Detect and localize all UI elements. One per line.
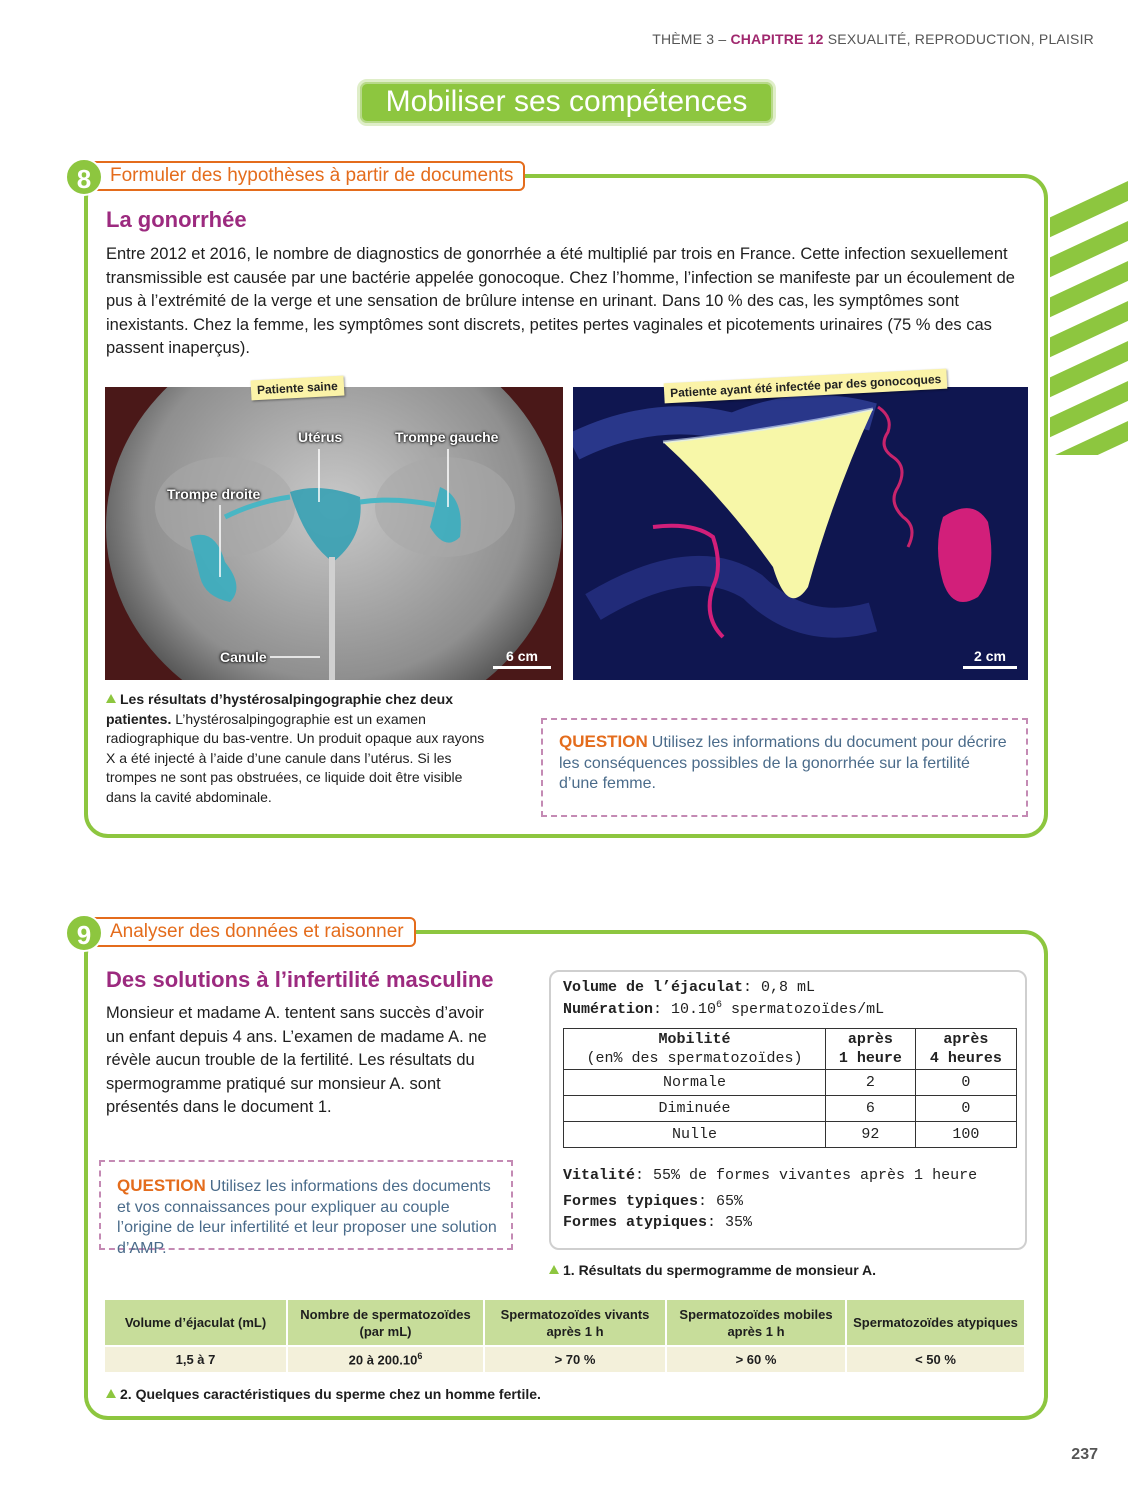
norm-cell bbox=[287, 1346, 484, 1372]
count-unit: spermatozoïdes/mL bbox=[722, 1001, 885, 1018]
vitality-line bbox=[563, 1167, 977, 1184]
table-row bbox=[564, 1070, 1017, 1096]
spermogram-document bbox=[549, 970, 1027, 1250]
table-row bbox=[564, 1096, 1017, 1122]
row-value-4h: 0 bbox=[915, 1070, 1016, 1096]
volume-label: Volume de l’éjaculat bbox=[563, 979, 744, 996]
row-value-4h: 100 bbox=[915, 1122, 1016, 1148]
question-box-8 bbox=[541, 718, 1028, 817]
caption-text: L’hystérosalpingographie est un examen radiographique du bas-ventre. Un produit opaque aux rayons X a été injecté à l’aide d’une canule dans l’utérus. Si les trompes ne sont pas obstruées, ce liquide doit être visible dans la cavité abdominale. bbox=[106, 710, 485, 805]
decorative-stripes bbox=[1050, 175, 1128, 455]
norm-header: Spermatozoïdes mobiles après 1 h bbox=[666, 1300, 846, 1346]
row-value-4h: 0 bbox=[915, 1096, 1016, 1122]
norm-header: Spermatozoïdes vivants après 1 h bbox=[484, 1300, 666, 1346]
norm-cell-exponent: 6 bbox=[417, 1351, 423, 1362]
theme-label: THÈME 3 – bbox=[652, 31, 731, 47]
caption-title: Les résultats d’hystérosalpingographie chez deux patientes. bbox=[106, 691, 453, 727]
label-right-tube: Trompe droite bbox=[167, 486, 261, 502]
table-row bbox=[564, 1122, 1017, 1148]
mobility-header bbox=[564, 1029, 826, 1070]
vitality-label: Vitalité bbox=[563, 1167, 636, 1184]
header-mobility: Mobilité bbox=[658, 1031, 731, 1048]
scale-label: 6 cm bbox=[506, 648, 538, 664]
norm-header: Volume d’éjaculat (mL) bbox=[105, 1300, 287, 1346]
row-label: Diminuée bbox=[564, 1096, 826, 1122]
header-1h-line1: après bbox=[847, 1031, 893, 1048]
triangle-icon bbox=[549, 1265, 559, 1274]
subject-label: SEXUALITÉ, REPRODUCTION, PLAISIR bbox=[823, 31, 1094, 47]
vitality-value: : 55% de formes vivantes après 1 heure bbox=[635, 1167, 978, 1184]
exercise-8-number: 8 bbox=[65, 158, 103, 196]
doc2-caption bbox=[106, 1385, 541, 1405]
fertile-norms-table bbox=[105, 1300, 1026, 1372]
doc2-caption-text: 2. Quelques caractéristiques du sperme chez un homme fertile. bbox=[120, 1386, 541, 1402]
count-value: : 10.10 bbox=[653, 1001, 717, 1018]
typical-label: Formes typiques bbox=[563, 1193, 699, 1210]
triangle-icon bbox=[106, 1389, 116, 1398]
xray-infected-image bbox=[573, 387, 1028, 680]
typical-line bbox=[563, 1193, 743, 1210]
norm-cell: > 70 % bbox=[484, 1346, 666, 1372]
triangle-icon bbox=[106, 694, 116, 703]
norm-cell: 1,5 à 7 bbox=[105, 1346, 287, 1372]
header-4h bbox=[915, 1029, 1016, 1070]
header-1h bbox=[826, 1029, 916, 1070]
scale-label: 2 cm bbox=[974, 648, 1006, 664]
row-value-1h: 92 bbox=[826, 1122, 916, 1148]
scale-bar-2cm bbox=[963, 648, 1017, 669]
count-label: Numération bbox=[563, 1001, 654, 1018]
norm-cell: < 50 % bbox=[846, 1346, 1025, 1372]
figure-caption bbox=[106, 690, 496, 807]
mobility-table bbox=[563, 1028, 1017, 1148]
question-text: Utilisez les informations du document pour décrire les conséquences possibles de la gonorrhée sur la fertilité d’une femme. bbox=[559, 734, 1007, 792]
row-label: Nulle bbox=[564, 1122, 826, 1148]
tag-healthy-patient: Patiente saine bbox=[251, 376, 345, 401]
doc1-caption-text: 1. Résultats du spermogramme de monsieur A. bbox=[563, 1262, 877, 1278]
question-label: QUESTION bbox=[117, 1176, 206, 1195]
label-canula: Canule bbox=[220, 649, 267, 665]
exercise-9-skill: Analyser des données et raisonner bbox=[88, 917, 416, 947]
label-left-tube: Trompe gauche bbox=[395, 429, 499, 445]
section-title-banner: Mobiliser ses compétences bbox=[357, 79, 776, 126]
header-1h-line2: 1 heure bbox=[838, 1050, 902, 1067]
norm-header: Spermatozoïdes atypiques bbox=[846, 1300, 1025, 1346]
scale-bar-6cm bbox=[493, 648, 551, 669]
exercise-8-skill: Formuler des hypothèses à partir de documents bbox=[88, 161, 525, 191]
running-head bbox=[652, 31, 1094, 47]
volume-value: : 0,8 mL bbox=[743, 979, 816, 996]
header-4h-line1: après bbox=[943, 1031, 989, 1048]
doc1-caption bbox=[549, 1261, 876, 1281]
label-uterus: Utérus bbox=[298, 429, 343, 445]
volume-line bbox=[563, 979, 815, 996]
table-row bbox=[105, 1346, 1025, 1372]
page-number: 237 bbox=[1071, 1446, 1098, 1463]
norm-cell-value: 20 à 200.10 bbox=[348, 1352, 418, 1368]
question-box-9 bbox=[99, 1160, 513, 1257]
question-text: Utilisez les informations des documents et vos connaissances pour expliquer au couple l’origine de leur infertilité et leur proposer une solution d’AMP. bbox=[117, 1178, 497, 1257]
atypical-line bbox=[563, 1214, 752, 1231]
row-value-1h: 6 bbox=[826, 1096, 916, 1122]
row-value-1h: 2 bbox=[826, 1070, 916, 1096]
atypical-label: Formes atypiques bbox=[563, 1214, 708, 1231]
norm-header: Nombre de spermatozoïdes (par mL) bbox=[287, 1300, 484, 1346]
exercise-9-title: Des solutions à l’infertilité masculine bbox=[106, 967, 494, 992]
hysterosalpingography-healthy bbox=[105, 387, 563, 680]
hysterosalpingography-infected bbox=[573, 387, 1028, 680]
exercise-9-number: 9 bbox=[65, 914, 103, 952]
count-line bbox=[563, 1000, 884, 1018]
exercise-8-text: Entre 2012 et 2016, le nombre de diagnostics de gonorrhée a été multiplié par trois en France. Cette infection sexuellement transmissible est causée par une bactérie appelée gonocoque. Chez l’homme, l’infection se manifeste par un écoulement de pus à l’extrémité de la verge et une sensation de brûlure intense en urinant. Dans 10 % des cas, les symptômes sont inexistants. Chez la femme, les symptômes sont discrets, petites pertes vaginales et picotements urinaires (75 % des cas passent inaperçus). bbox=[106, 245, 1015, 357]
typical-value: : 65% bbox=[698, 1193, 744, 1210]
tag-infected-patient: Patiente ayant été infectée par des gonocoques bbox=[664, 369, 948, 404]
question-label: QUESTION bbox=[559, 732, 648, 751]
exercise-8-title: La gonorrhée bbox=[106, 207, 247, 232]
exercise-9-text: Monsieur et madame A. tentent sans succès d’avoir un enfant depuis 4 ans. L’examen de madame A. ne révèle aucun trouble de la fertilité. Les résultats du spermogramme pratiqué sur monsieur A. sont présentés dans le document 1. bbox=[106, 1004, 487, 1116]
chapter-label: CHAPITRE 12 bbox=[730, 31, 824, 47]
row-label: Normale bbox=[564, 1070, 826, 1096]
header-mobility-unit: (en% des spermatozoïdes) bbox=[586, 1050, 803, 1067]
atypical-value: : 35% bbox=[707, 1214, 753, 1231]
count-exponent: 6 bbox=[716, 1000, 723, 1011]
header-4h-line2: 4 heures bbox=[929, 1050, 1002, 1067]
norm-cell: > 60 % bbox=[666, 1346, 846, 1372]
